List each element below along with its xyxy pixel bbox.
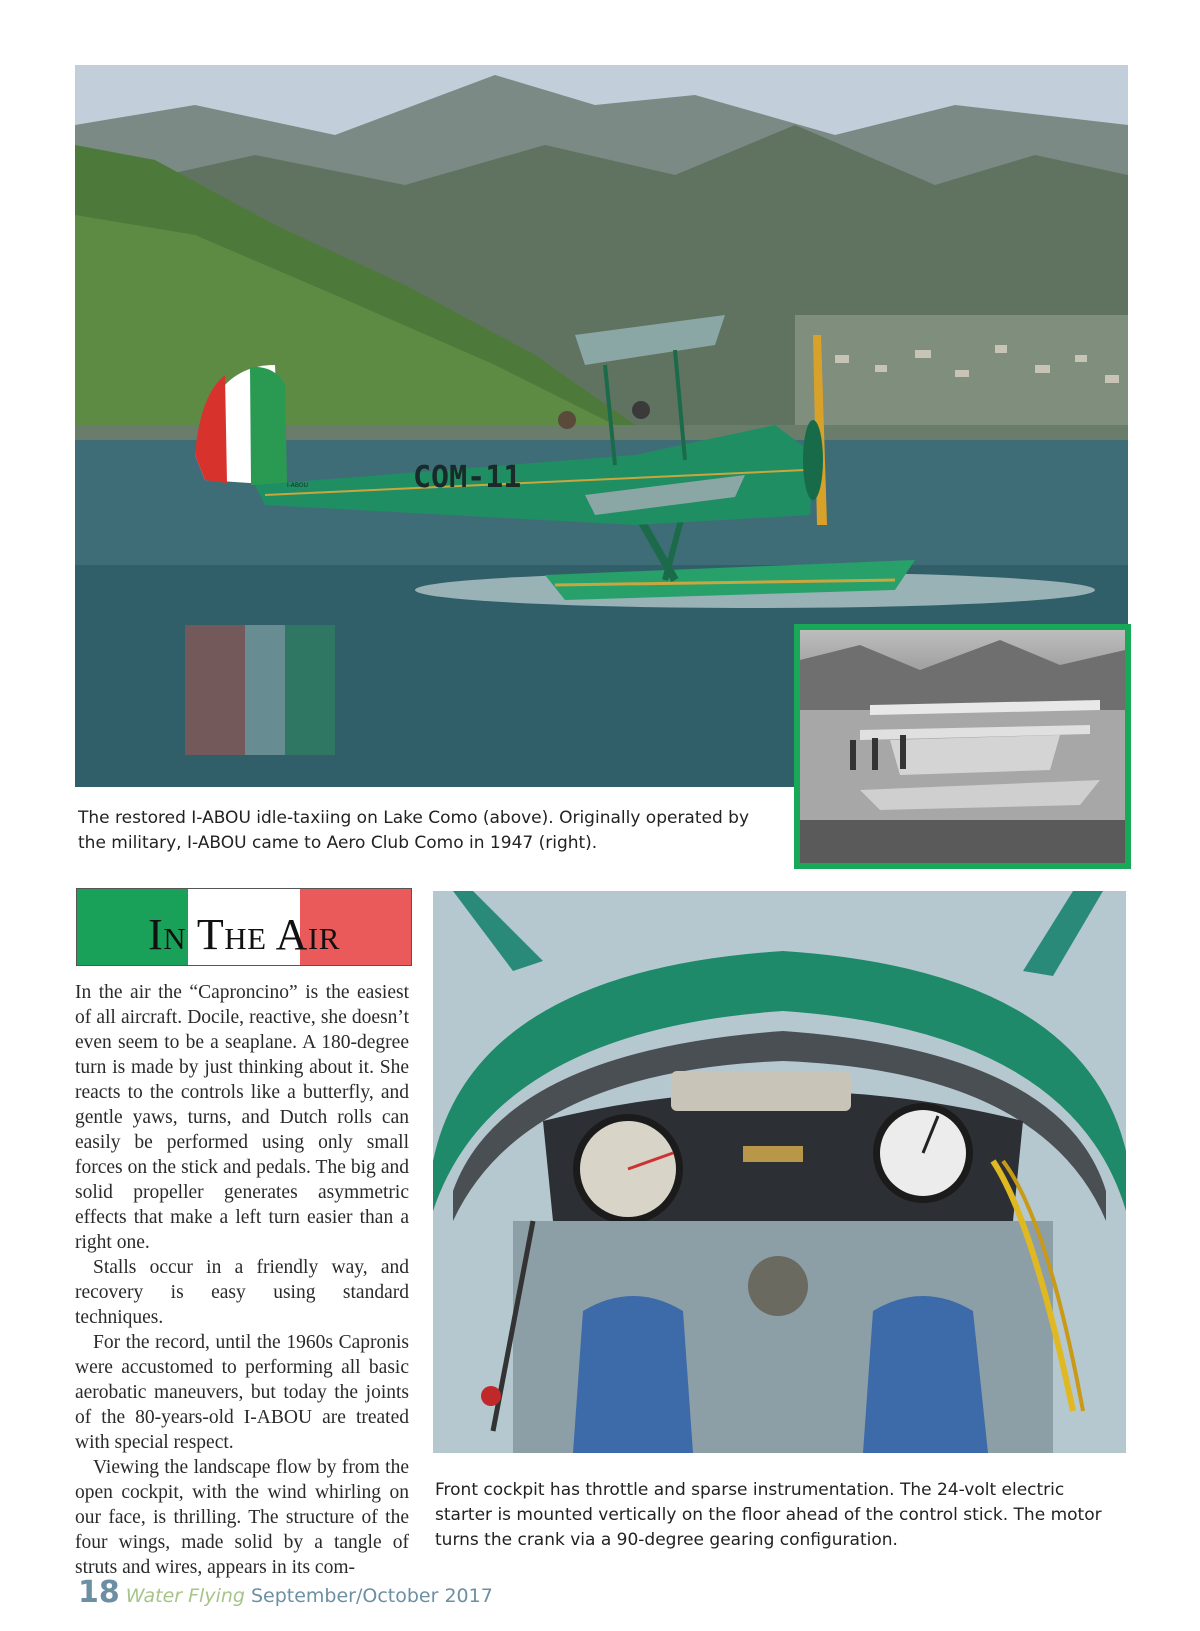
photo-caption-top: The restored I-ABOU idle-taxiing on Lake Como (above). Originally operated by the military, I-ABOU came to Aero Club Como in 1947 (right). [78,808,750,853]
cockpit-photo [433,891,1126,1453]
body-paragraph: Viewing the landscape flow by from the open cockpit, with the wind whirling on our face, is thrilling. The structure of the four wings, made solid by a tangle of struts and wires, appears in its com- [75,1457,409,1578]
article-body [75,980,409,1580]
page-folio [78,1575,493,1610]
plane-marking: COM-11 [413,460,522,495]
issue-date: September/October 2017 [250,1585,493,1607]
inset-historical-photo [794,624,1131,869]
page-number: 18 [78,1575,120,1610]
magazine-title: Water Flying [125,1585,245,1607]
section-heading-box [76,888,412,966]
body-paragraph: For the record, until the 1960s Capronis were accustomed to performing all basic aerobatic maneuvers, but today the joints of the 80-years-old I-ABOU are treated with special respect. [75,1332,409,1453]
body-paragraph: In the air the “Caproncino” is the easiest of all aircraft. Docile, reactive, she doesn’t even seem to be a seaplane. A 180-degree turn is made by just thinking about it. She reacts to the controls like a butterfly, and gentle yaws, turns, and Dutch rolls can easily be performed using only small forces on the stick and pedals. The big and solid propeller generates asymmetric effects that make a left turn easier than a right one. [75,982,409,1253]
section-heading: In The Air [148,909,340,959]
body-paragraph: Stalls occur in a friendly way, and recovery is easy using standard techniques. [75,1257,409,1328]
plane-registration-small: I-ABOU [287,482,309,489]
photo-caption-bottom: Front cockpit has throttle and sparse instrumentation. The 24-volt electric starter is mounted vertically on the floor ahead of the control stick. The motor turns the crank via a 90-degree gearing configuration. [435,1480,1102,1550]
